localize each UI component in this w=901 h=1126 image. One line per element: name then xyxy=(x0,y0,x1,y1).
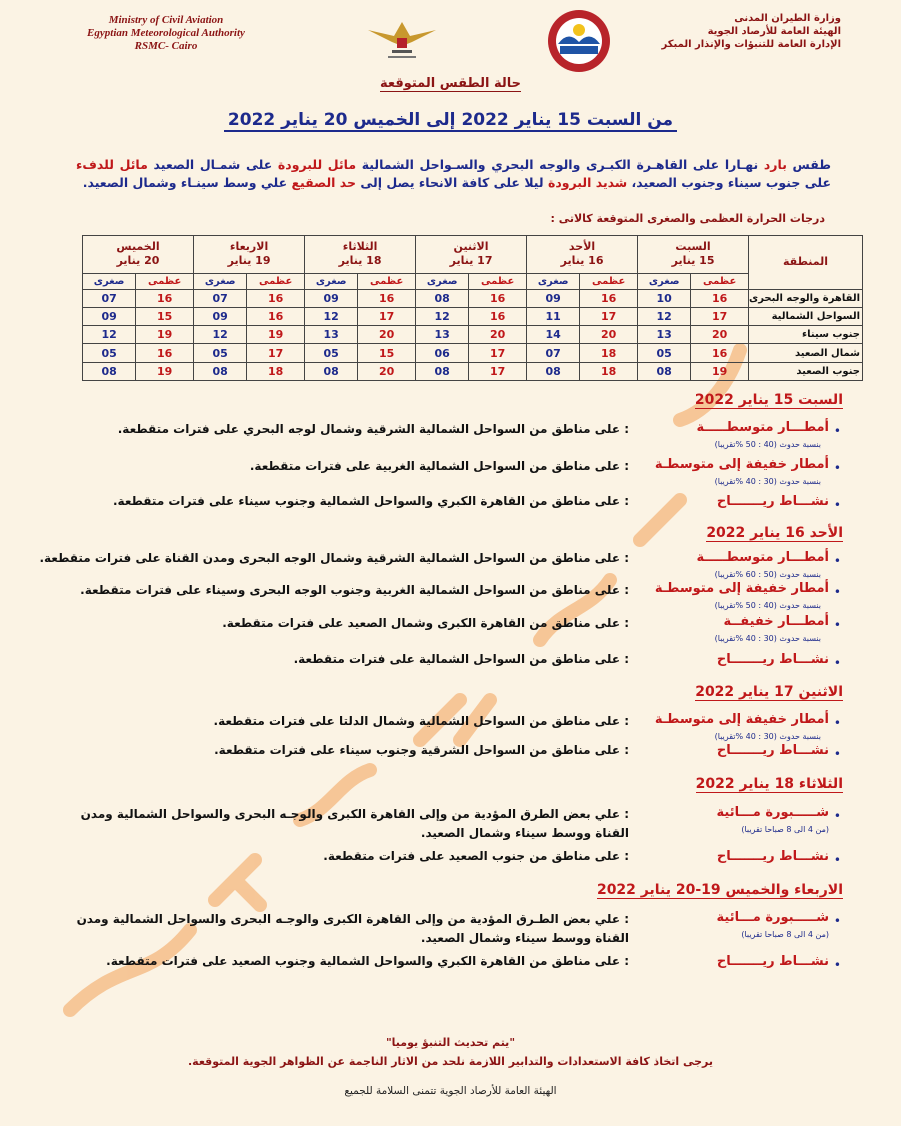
min-temp: 10 xyxy=(638,289,691,307)
min-temp: 12 xyxy=(638,307,691,325)
phenomenon-label: نشـــاط ريـــــــاح xyxy=(716,954,829,969)
precaution-note: يرجى اتخاذ كافة الاستعدادات والتدابير اللازمة نلحد من الاثار الناجمة عن الظواهر الجوية المتوقعة. xyxy=(187,1055,714,1068)
max-label: عظمى xyxy=(580,273,638,289)
table-caption: درجات الحرارة العظمى والصغرى المتوقعة كالاتى : xyxy=(550,212,825,225)
phenomenon-description: : على مناطق من السواحل الشمالية الغربية وجنوب الوجه البحرى وسيناء على فترات متقطعة. xyxy=(80,583,629,597)
header-english xyxy=(66,14,266,53)
max-min-label-row xyxy=(83,273,863,289)
min-temp: 08 xyxy=(527,362,580,380)
ministry-name-en: Ministry of Civil Aviation xyxy=(108,14,224,26)
max-temp: 17 xyxy=(469,362,527,380)
min-label: صغرى xyxy=(305,273,358,289)
max-temp: 17 xyxy=(247,344,305,362)
max-temp: 16 xyxy=(469,289,527,307)
day-header xyxy=(416,236,527,274)
day-name: الاثنين xyxy=(453,240,489,254)
day-section-heading-text: السبت 15 يناير 2022 xyxy=(694,392,843,408)
phenomenon-description: : علي بعض الطـرق المؤدية من وإلى القاهرة الكبرى والوجـه البحرى والسواحل الشمالية ومدن القناة ووسط سيناء وشمال الصعيد. xyxy=(76,912,629,945)
summary-part: طقس xyxy=(792,157,831,172)
summary-highlight: حد الصقيع xyxy=(291,175,357,190)
max-temp: 16 xyxy=(136,289,194,307)
summary-part: على جنوب سيناء وجنوب الصعيد، xyxy=(627,175,831,190)
probability-note: بنسبة حدوث (30 : 40 %تقريبا) xyxy=(714,634,821,643)
min-temp: 05 xyxy=(194,344,247,362)
summary-part: نهـارا على القاهـرة الكبـرى والوجه البحري والسـواحل الشمالية xyxy=(356,157,764,172)
day-date: 18 يناير xyxy=(338,254,382,268)
day-section-heading-text: الاربعاء والخميس 19-20 يناير 2022 xyxy=(596,882,843,898)
min-temp: 08 xyxy=(305,362,358,380)
max-temp: 15 xyxy=(136,307,194,325)
min-temp: 09 xyxy=(83,307,136,325)
summary-highlight: مائل للدفء xyxy=(76,157,148,172)
update-note: "يتم تحديث التنبؤ يوميا" xyxy=(385,1036,516,1049)
phenomenon-description: : على مناطق من السواحل الشمالية وشمال الدلتا على فترات متقطعة. xyxy=(213,714,629,728)
min-label: صغرى xyxy=(194,273,247,289)
region-name: السواحل الشمالية xyxy=(749,307,863,325)
min-temp: 12 xyxy=(83,326,136,344)
day-section-heading-text: الثلاثاء 18 يناير 2022 xyxy=(695,776,843,792)
region-name: جنوب سيناء xyxy=(749,326,863,344)
min-temp: 14 xyxy=(527,326,580,344)
min-temp: 07 xyxy=(194,289,247,307)
phenomenon-description: : على مناطق من السواحل الشمالية الشرقية وشمال لوجه البحري على فترات متقطعة. xyxy=(117,422,629,436)
min-temp: 09 xyxy=(194,307,247,325)
probability-note: (من 4 الى 8 صباحا تقريبا) xyxy=(741,930,829,939)
min-temp: 08 xyxy=(194,362,247,380)
min-temp: 07 xyxy=(527,344,580,362)
probability-note: (من 4 الى 8 صباحا تقريبا) xyxy=(741,825,829,834)
table-row xyxy=(83,289,863,307)
max-label: عظمى xyxy=(358,273,416,289)
day-section-heading xyxy=(695,684,843,700)
phenomenon-label: نشـــاط ريـــــــاح xyxy=(716,652,829,667)
day-section-heading xyxy=(597,882,843,898)
forecast-period xyxy=(0,110,901,130)
max-temp: 16 xyxy=(136,344,194,362)
table-row xyxy=(83,307,863,325)
phenomenon-description: : على مناطق من جنوب الصعيد على فترات متقطعة. xyxy=(323,849,629,863)
day-section-heading xyxy=(696,776,843,792)
phenomenon-label: أمطـــار خفيفــة xyxy=(723,614,829,629)
max-temp: 16 xyxy=(691,289,749,307)
day-section-heading-text: الأحد 16 يناير 2022 xyxy=(706,525,843,541)
summary-part: علي وسط سينـاء وشمال الصعيد. xyxy=(82,175,292,190)
max-temp: 16 xyxy=(358,289,416,307)
max-temp: 17 xyxy=(691,307,749,325)
region-name: جنوب الصعيد xyxy=(749,362,863,380)
summary-part: ليلا على كافة الانحاء يصل إلى xyxy=(356,175,548,190)
table-row xyxy=(83,362,863,380)
max-temp: 16 xyxy=(580,289,638,307)
rsmc-name: RSMC- Cairo xyxy=(134,40,198,52)
phenomenon-label: نشـــاط ريـــــــاح xyxy=(716,494,829,509)
min-label: صغرى xyxy=(416,273,469,289)
document-title-text: حالة الطقس المتوقعة xyxy=(379,76,522,91)
day-header xyxy=(194,236,305,274)
min-temp: 05 xyxy=(305,344,358,362)
document-title xyxy=(0,76,901,91)
summary-highlight: شديد البرودة xyxy=(547,175,628,190)
max-temp: 16 xyxy=(247,289,305,307)
day-section-heading xyxy=(706,525,843,541)
max-temp: 18 xyxy=(247,362,305,380)
region-name: القاهرة والوجه البحرى xyxy=(749,289,863,307)
summary-highlight: مائل للبرودة xyxy=(277,157,357,172)
region-column-header: المنطقة xyxy=(749,236,863,290)
min-temp: 12 xyxy=(194,326,247,344)
min-temp: 13 xyxy=(305,326,358,344)
min-label: صغرى xyxy=(638,273,691,289)
max-temp: 18 xyxy=(580,344,638,362)
probability-note: بنسبة حدوث (50 : 60 %تقريبا) xyxy=(714,570,821,579)
phenomenon-label: أمطار خفيفة إلى متوسطـة xyxy=(654,712,829,727)
max-temp: 18 xyxy=(580,362,638,380)
phenomenon-label: شـــــبورة مـــائية xyxy=(716,910,829,925)
max-temp: 20 xyxy=(469,326,527,344)
directorate-name-ar: الإدارة العامة للتنبؤات والإنذار المبكر xyxy=(661,39,841,50)
day-date: 17 يناير xyxy=(449,254,493,268)
max-label: عظمى xyxy=(691,273,749,289)
min-temp: 09 xyxy=(305,289,358,307)
min-temp: 08 xyxy=(638,362,691,380)
max-temp: 17 xyxy=(358,307,416,325)
forecast-document: Ministry of Civil Aviation Egyptian Meteorological Authority RSMC- Cairo وزارة الطيران المدنى الهيئة العامة للأرصاد الجوية الإدارة العامة للتنبؤات والإنذار المبكر حالة الطقس المتوقعة من السبت 15 يناير 2022 إلى الخميس 20 يناير 2022 طقس بارد نهـارا على القاهـرة الكبـرى والوجه البحري والسـواحل الشمالية مائل للبرودة على شمـال الصعيد مائل للدفء على جنوب سيناء وجنوب الصعيد، شديد البرودة ليلا على كافة الانحاء يصل إلى حد الصقيع علي وسط سينـاء وشمال الصعيد. درجات الحرارة العظمى والصغرى المتوقعة كالاتى : المنطقة السبت 15 يناير الأحد 16 يناير الاثنين 17 يناير الثلاثاء 18 يناير الاربعاء 19 يناير الخميس 20 يناير عظمى صغرى عظمى صغرى عظمى صغرى عظمى صغرى عظمى صغرى عظمى صغرى القاهرة والوجه البحرى 16 10 16 09 16 08 16 09 16 07 16 07 السواحل الشمالية 17 12 17 11 16 12 17 12 16 09 15 09 جنوب سيناء 20 13 20 14 20 13 20 13 19 12 19 12 شمال الصعيد 16 05 18 07 17 06 15 05 17 05 16 05 جنوب الصعيد 19 08 18 08 17 08 20 08 18 08 19 08 السبت 15 يناير 2022 • أمطـــار متوسطـــــة بنسبة حدوث (40 : 50 %تقريبا) : على مناطق من السواحل الشمالية الشرقية وشمال لوجه البحري على فترات متقطعة. • أمطار خفيفة إلى متوسطـة بنسبة حدوث (30 : 40 %تقريبا) : على مناطق من السواحل الشمالية الغربية على فترات متقطعة. • نشـــاط ريـــــــاح : على مناطق من القاهرة الكبري والسواحل الشمالية وجنوب سيناء على فترات متقطعة. الأحد 16 يناير 2022 • أمطـــار متوسطـــــة بنسبة حدوث (50 : 60 %تقريبا) : على مناطق من السواحل الشمالية الشرقية وشمال الوجه البحرى ومدن القناة على فترات متقطعة. • أمطار خفيفة إلى متوسطـة بنسبة حدوث (40 : 50 %تقريبا) : على مناطق من السواحل الشمالية الغربية وجنوب الوجه البحرى وسيناء على فترات متقطعة. • أمطـــار خفيفــة بنسبة حدوث (30 : 40 %تقريبا) : على مناطق من القاهرة الكبرى وشمال الصعيد على فترات متقطعة. • نشـــاط ريـــــــاح : على مناطق من السواحل الشمالية على فترات متقطعة. الاثنين 17 يناير 2022 • أمطار خفيفة إلى متوسطـة بنسبة حدوث (30 : 40 %تقريبا) : على مناطق من السواحل الشمالية وشمال الدلتا على فترات متقطعة. • نشـــاط ريـــــــاح : على مناطق من السواحل الشرقية وجنوب سيناء على فترات متقطعة. الثلاثاء 18 يناير 2022 • شـــــبورة مـــائية (من 4 الى 8 صباحا تقريبا) : علي بعض الطرق المؤدية من وإلى القاهرة الكبرى والوجـه البحرى والسواحل الشمالية ومدن القناة ووسط سيناء وشمال الصعيد. • نشـــاط ريـــــــاح : على مناطق من جنوب الصعيد على فترات متقطعة. الاربعاء والخميس 19-20 يناير 2022 • شـــــبورة مـــائية (من 4 الى 8 صباحا تقريبا) : علي بعض الطـرق المؤدية من وإلى القاهرة الكبرى والوجـه البحرى والسواحل الشمالية ومدن القناة ووسط سيناء وشمال الصعيد. • نشـــاط ريـــــــاح : على مناطق من القاهرة الكبري والسواحل الشمالية وجنوب الصعيد على فترات متقطعة. "يتم تحديث التنبؤ يوميا" يرجى اتخاذ كافة الاستعدادات والتدابير اللازمة نلحد من الاثار الناجمة عن الظواهر الجوية المتوقعة. الهيئة العامة للأرصاد الجوية تتمنى السلامة للجميع xyxy=(0,0,901,1126)
min-temp: 08 xyxy=(416,362,469,380)
region-name: شمال الصعيد xyxy=(749,344,863,362)
phenomenon-description: : على مناطق من القاهرة الكبرى وشمال الصعيد على فترات متقطعة. xyxy=(222,616,629,630)
min-temp: 11 xyxy=(527,307,580,325)
summary-part: على شمـال الصعيد xyxy=(147,157,278,172)
day-header xyxy=(638,236,749,274)
max-temp: 20 xyxy=(580,326,638,344)
table-row xyxy=(83,326,863,344)
min-label: صغرى xyxy=(527,273,580,289)
phenomenon-label: أمطار خفيفة إلى متوسطـة xyxy=(654,581,829,596)
day-header xyxy=(305,236,416,274)
phenomenon-description: : على مناطق من القاهرة الكبري والسواحل الشمالية وجنوب سيناء على فترات متقطعة. xyxy=(112,494,629,508)
day-header xyxy=(527,236,638,274)
min-temp: 13 xyxy=(416,326,469,344)
max-temp: 19 xyxy=(136,326,194,344)
general-summary xyxy=(76,156,831,192)
day-name: الاربعاء xyxy=(229,240,269,254)
authority-name-ar: الهيئة العامة للأرصاد الجوية xyxy=(707,26,841,37)
max-temp: 17 xyxy=(469,344,527,362)
authority-name-en: Egyptian Meteorological Authority xyxy=(87,27,245,39)
phenomenon-description: : على مناطق من السواحل الشمالية على فترات متقطعة. xyxy=(293,652,629,666)
day-header xyxy=(83,236,194,274)
phenomenon-label: أمطار خفيفة إلى متوسطـة xyxy=(654,457,829,472)
header-arabic xyxy=(651,12,841,51)
max-temp: 19 xyxy=(247,326,305,344)
max-temp: 17 xyxy=(580,307,638,325)
probability-note: بنسبة حدوث (30 : 40 %تقريبا) xyxy=(714,732,821,741)
phenomenon-label: نشـــاط ريـــــــاح xyxy=(716,849,829,864)
min-temp: 06 xyxy=(416,344,469,362)
table-header-row xyxy=(83,236,863,274)
min-temp: 13 xyxy=(638,326,691,344)
day-date: 20 يناير xyxy=(116,254,160,268)
phenomenon-description: : على مناطق من السواحل الشمالية الغربية على فترات متقطعة. xyxy=(249,459,629,473)
day-name: السبت xyxy=(675,240,711,254)
day-name: الخميس xyxy=(116,240,160,254)
day-name: الثلاثاء xyxy=(342,240,378,254)
min-temp: 07 xyxy=(83,289,136,307)
temperature-table xyxy=(82,235,863,381)
min-temp: 05 xyxy=(83,344,136,362)
day-date: 19 يناير xyxy=(227,254,271,268)
forecast-period-text: من السبت 15 يناير 2022 إلى الخميس 20 يناير 2022 xyxy=(224,110,677,132)
ema-logo-icon xyxy=(546,8,612,74)
phenomenon-description: : على مناطق من القاهرة الكبري والسواحل الشمالية وجنوب الصعيد على فترات متقطعة. xyxy=(106,954,629,968)
day-date: 16 يناير xyxy=(560,254,604,268)
phenomenon-label: أمطـــار متوسطـــــة xyxy=(696,550,829,565)
min-temp: 08 xyxy=(416,289,469,307)
phenomenon-label: أمطـــار متوسطـــــة xyxy=(696,420,829,435)
max-temp: 16 xyxy=(247,307,305,325)
day-date: 15 يناير xyxy=(671,254,715,268)
day-section-heading xyxy=(695,392,843,408)
min-temp: 05 xyxy=(638,344,691,362)
day-name: الأحد xyxy=(568,240,596,254)
max-label: عظمى xyxy=(469,273,527,289)
phenomenon-description: : على مناطق من السواحل الشرقية وجنوب سيناء على فترات متقطعة. xyxy=(214,743,629,757)
max-temp: 20 xyxy=(691,326,749,344)
max-label: عظمى xyxy=(247,273,305,289)
phenomenon-label: شـــــبورة مـــائية xyxy=(716,805,829,820)
ministry-name-ar: وزارة الطيران المدنى xyxy=(734,13,841,24)
phenomenon-description: : على مناطق من السواحل الشمالية الشرقية وشمال الوجه البحرى ومدن القناة على فترات متقطعة. xyxy=(39,551,629,565)
probability-note: بنسبة حدوث (40 : 50 %تقريبا) xyxy=(714,440,821,449)
max-temp: 19 xyxy=(136,362,194,380)
min-temp: 12 xyxy=(305,307,358,325)
civil-aviation-logo-icon xyxy=(364,16,440,66)
table-row xyxy=(83,344,863,362)
summary-highlight: بارد xyxy=(763,157,787,172)
min-temp: 12 xyxy=(416,307,469,325)
max-label: عظمى xyxy=(136,273,194,289)
min-temp: 09 xyxy=(527,289,580,307)
max-temp: 20 xyxy=(358,362,416,380)
max-temp: 16 xyxy=(691,344,749,362)
probability-note: بنسبة حدوث (40 : 50 %تقريبا) xyxy=(714,601,821,610)
safety-wish: الهيئة العامة للأرصاد الجوية تتمنى السلامة للجميع xyxy=(344,1085,557,1097)
min-label: صغرى xyxy=(83,273,136,289)
day-section-heading-text: الاثنين 17 يناير 2022 xyxy=(695,684,843,700)
probability-note: بنسبة حدوث (30 : 40 %تقريبا) xyxy=(714,477,821,486)
phenomenon-label: نشـــاط ريـــــــاح xyxy=(716,743,829,758)
max-temp: 16 xyxy=(469,307,527,325)
max-temp: 15 xyxy=(358,344,416,362)
phenomenon-description: : علي بعض الطرق المؤدية من وإلى القاهرة الكبرى والوجـه البحرى والسواحل الشمالية ومدن القناة ووسط سيناء وشمال الصعيد. xyxy=(80,807,629,840)
max-temp: 20 xyxy=(358,326,416,344)
min-temp: 08 xyxy=(83,362,136,380)
max-temp: 19 xyxy=(691,362,749,380)
